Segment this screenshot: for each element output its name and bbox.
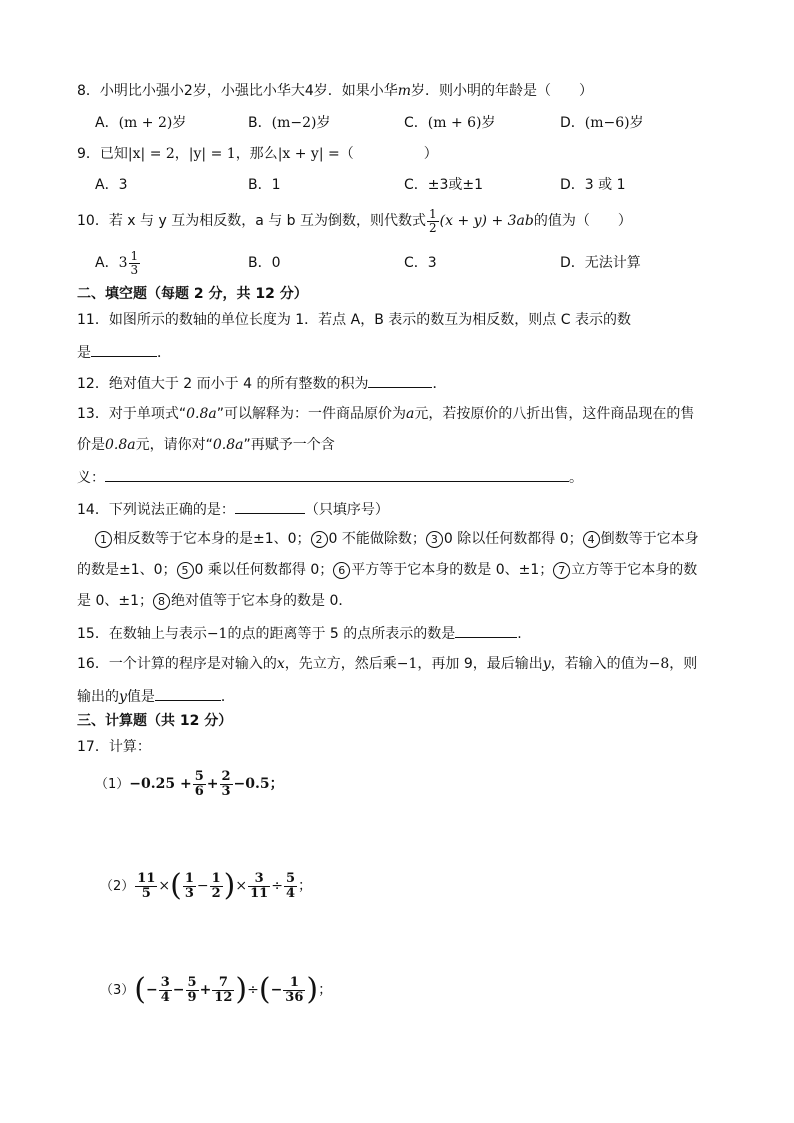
question-text: ，再加 9，最后输出 bbox=[417, 656, 543, 672]
fraction: $\frac{3}{11}$ bbox=[250, 870, 269, 901]
question-text: ，则 bbox=[669, 656, 698, 672]
question-text: ． bbox=[157, 345, 171, 361]
math-operator: + bbox=[206, 776, 219, 792]
math-variable: x bbox=[276, 656, 285, 672]
question-text: 元，若按原价的八折出售，这件商品现在的售 bbox=[414, 406, 695, 422]
question-8 bbox=[77, 81, 593, 101]
question-text: ，若输入的值为 bbox=[550, 656, 649, 672]
section-heading: 二、填空题（每题 2 分，共 12 分） bbox=[77, 286, 308, 302]
math-variable: a bbox=[405, 406, 415, 422]
question-number: 8． bbox=[77, 83, 100, 99]
math-operator: − bbox=[146, 982, 158, 998]
question-15 bbox=[77, 622, 522, 644]
question-text: ，先立方，然后乘 bbox=[284, 656, 397, 672]
question-text: 元，请你对“ bbox=[135, 437, 213, 453]
question-number: 15． bbox=[77, 626, 109, 642]
question-text: 绝对值大于 2 而小于 4 的所有整数的积为 bbox=[108, 376, 369, 392]
math-operator: + bbox=[199, 982, 212, 998]
question-13-line2 bbox=[77, 435, 335, 455]
fraction: $\frac{5}{6}$ bbox=[194, 768, 204, 799]
question-text: 计算： bbox=[108, 739, 151, 755]
math-variable: y bbox=[542, 656, 551, 672]
question-number: 12． bbox=[77, 376, 109, 392]
option-d: D．无法计算 bbox=[560, 255, 641, 271]
paren: ) bbox=[223, 868, 236, 903]
question-number: 17． bbox=[77, 739, 109, 755]
math-expression: −1 bbox=[396, 656, 418, 672]
question-12 bbox=[77, 372, 446, 394]
math-operator: × bbox=[235, 878, 248, 894]
paren: ( bbox=[134, 972, 146, 1007]
statement: 0 乘以任何数都得 0； bbox=[194, 562, 334, 578]
fraction: $\frac{1}{3}$ bbox=[184, 870, 194, 901]
question-14 bbox=[77, 498, 389, 520]
question-text: 岁．则小明的年龄是（ ） bbox=[411, 83, 594, 99]
math-variable: y bbox=[119, 689, 127, 705]
question-16 bbox=[77, 654, 697, 674]
statement: 0 除以任何数都得 0； bbox=[443, 531, 583, 547]
option-d: D．3 或 1 bbox=[560, 177, 626, 193]
option-c: C．±3或±1 bbox=[404, 177, 484, 193]
fraction: $\frac{5}{4}$ bbox=[285, 870, 295, 901]
question-number: 11． bbox=[77, 312, 109, 328]
circled-number: 6 bbox=[333, 562, 350, 579]
math-operator: ÷ bbox=[247, 982, 259, 998]
question-text: 如图所示的数轴的单位长度为 1．若点 A，B 表示的数互为相反数，则点 C 表示的数 bbox=[108, 312, 631, 328]
answer-blank[interactable] bbox=[91, 341, 157, 357]
math-expression: 0.8a bbox=[105, 437, 136, 453]
circled-number: 2 bbox=[311, 531, 328, 548]
question-17 bbox=[77, 737, 151, 757]
problem-17-2 bbox=[100, 868, 312, 905]
option-c: C．(m + 6)岁 bbox=[404, 115, 496, 131]
question-text: 在数轴上与表示 bbox=[108, 626, 207, 642]
statement: 相反数等于它本身的是±1、0； bbox=[113, 531, 311, 547]
paren: ) bbox=[306, 972, 319, 1007]
problem-17-3 bbox=[100, 972, 332, 1009]
fraction: $\frac{1}{2}$ bbox=[429, 206, 437, 235]
fraction: $\frac{7}{12}$ bbox=[214, 974, 233, 1005]
separator: ， bbox=[174, 146, 189, 162]
math-expression: 0.8a bbox=[186, 406, 217, 422]
fraction: $\frac{5}{9}$ bbox=[187, 974, 197, 1005]
option-a: A．(m + 2)岁 bbox=[95, 115, 187, 131]
question-text: 价是 bbox=[77, 437, 105, 453]
math-expression: 0.8a bbox=[212, 437, 244, 453]
question-text: 是 bbox=[77, 345, 91, 361]
math-expression: −1 bbox=[206, 626, 228, 642]
question-text: 一个计算的程序是对输入的 bbox=[108, 656, 277, 672]
circled-number: 8 bbox=[153, 593, 170, 610]
question-text: 下列说法正确的是： bbox=[108, 502, 235, 518]
option-b: B．1 bbox=[248, 177, 281, 193]
question-text: 小明比小强小2岁，小强比小华大4岁．如果小华 bbox=[99, 83, 398, 99]
math-expression: −0.25 + bbox=[129, 776, 192, 792]
math-operator: − bbox=[270, 982, 283, 998]
question-9 bbox=[77, 144, 438, 164]
fraction: $\frac{1}{36}$ bbox=[285, 974, 304, 1005]
paren: ) bbox=[235, 972, 248, 1007]
answer-blank[interactable] bbox=[235, 498, 305, 514]
question-number: 13． bbox=[77, 406, 109, 422]
question-text: ”可以解释为：一件商品原价为 bbox=[216, 406, 406, 422]
question-11 bbox=[77, 310, 631, 330]
question-text: ． bbox=[432, 376, 447, 392]
math-expression: |x| = 2 bbox=[127, 146, 175, 162]
circled-number: 5 bbox=[177, 562, 194, 579]
question-text: 的值为（ ） bbox=[533, 213, 632, 229]
question-number: 9． bbox=[77, 146, 100, 162]
math-operator: − bbox=[172, 982, 185, 998]
paren: ( bbox=[258, 972, 271, 1007]
statement: 的数是±1、0； bbox=[77, 562, 177, 578]
answer-blank[interactable] bbox=[368, 372, 432, 388]
statement: 倒数等于它本身 bbox=[600, 531, 699, 547]
statement: 是 0、±1； bbox=[77, 593, 153, 609]
circled-number: 4 bbox=[583, 531, 600, 548]
question-text: . bbox=[517, 626, 522, 642]
question-13-line3 bbox=[77, 466, 583, 488]
option-b: B．(m−2)岁 bbox=[248, 115, 331, 131]
question-11-line2 bbox=[77, 341, 171, 363]
statement: 立方等于它本身的数 bbox=[571, 562, 698, 578]
fraction: $\frac{11}{5}$ bbox=[137, 870, 156, 901]
statement: 平方等于它本身的数是 0、±1； bbox=[351, 562, 554, 578]
option-a: A．3 bbox=[95, 177, 128, 193]
fraction: $\frac{1}{2}$ bbox=[211, 870, 221, 901]
paren: ( bbox=[170, 868, 182, 903]
question-number: 16． bbox=[77, 656, 109, 672]
section-heading: 三、计算题（共 12 分） bbox=[77, 713, 233, 729]
option-c: C．3 bbox=[404, 255, 437, 271]
sub-label: （3） bbox=[100, 983, 135, 998]
question-text: ”再赋予一个含 bbox=[243, 437, 335, 453]
question-text: 义： bbox=[77, 470, 105, 486]
punctuation: ； bbox=[318, 982, 333, 998]
math-expression: −0.5； bbox=[233, 776, 284, 792]
math-expression: −8 bbox=[648, 656, 670, 672]
option-a: A．3 $\frac{1}{3}$ bbox=[95, 248, 139, 277]
answer-paren: （ ） bbox=[339, 146, 438, 162]
question-16-line2 bbox=[77, 685, 235, 707]
question-number: 14． bbox=[77, 502, 109, 518]
problem-17-1 bbox=[95, 768, 284, 801]
question-13 bbox=[77, 404, 694, 424]
sub-label: （2） bbox=[100, 879, 135, 894]
math-variable: m bbox=[397, 83, 412, 99]
question-text: 值是 bbox=[126, 689, 155, 705]
math-expression: (x + y) + 3ab bbox=[439, 213, 534, 229]
question-text: （只填序号） bbox=[304, 502, 389, 518]
circled-number: 3 bbox=[426, 531, 443, 548]
question-text: 输出的 bbox=[77, 689, 119, 705]
option-d: D．(m−6)岁 bbox=[560, 115, 644, 131]
math-operator: ÷ bbox=[271, 878, 283, 894]
question-text: 。 bbox=[569, 470, 583, 486]
question-text: 对于单项式“ bbox=[108, 406, 187, 422]
question-text: 的点的距离等于 5 的点所表示的数是 bbox=[227, 626, 456, 642]
option-b: B．0 bbox=[248, 255, 281, 271]
math-operator: × bbox=[158, 878, 171, 894]
question-14-items-line2 bbox=[77, 560, 697, 580]
question-10 bbox=[77, 206, 632, 236]
math-operator: − bbox=[196, 878, 209, 894]
question-number: 10． bbox=[77, 213, 109, 229]
math-expression: |y| = 1 bbox=[188, 146, 236, 162]
circled-number: 7 bbox=[553, 562, 570, 579]
punctuation: ； bbox=[297, 878, 312, 894]
math-expression: |x + y| = bbox=[277, 146, 340, 162]
answer-blank[interactable] bbox=[455, 622, 517, 638]
question-text: ． bbox=[220, 689, 235, 705]
sub-label: （1） bbox=[95, 777, 130, 792]
question-text: 若 x 与 y 互为相反数，a 与 b 互为倒数，则代数式 bbox=[108, 213, 427, 229]
question-14-items-line1 bbox=[95, 529, 699, 549]
question-text: 已知 bbox=[99, 146, 128, 162]
circled-number: 1 bbox=[95, 531, 112, 548]
fraction: $\frac{2}{3}$ bbox=[221, 768, 231, 799]
fraction: $\frac{3}{4}$ bbox=[160, 974, 170, 1005]
statement: 绝对值等于它本身的数是 0． bbox=[171, 593, 353, 609]
statement: 0 不能做除数； bbox=[328, 531, 426, 547]
question-text: ，那么 bbox=[235, 146, 278, 162]
answer-blank[interactable] bbox=[105, 466, 569, 482]
question-14-items-line3 bbox=[77, 591, 352, 611]
answer-blank[interactable] bbox=[155, 685, 221, 701]
